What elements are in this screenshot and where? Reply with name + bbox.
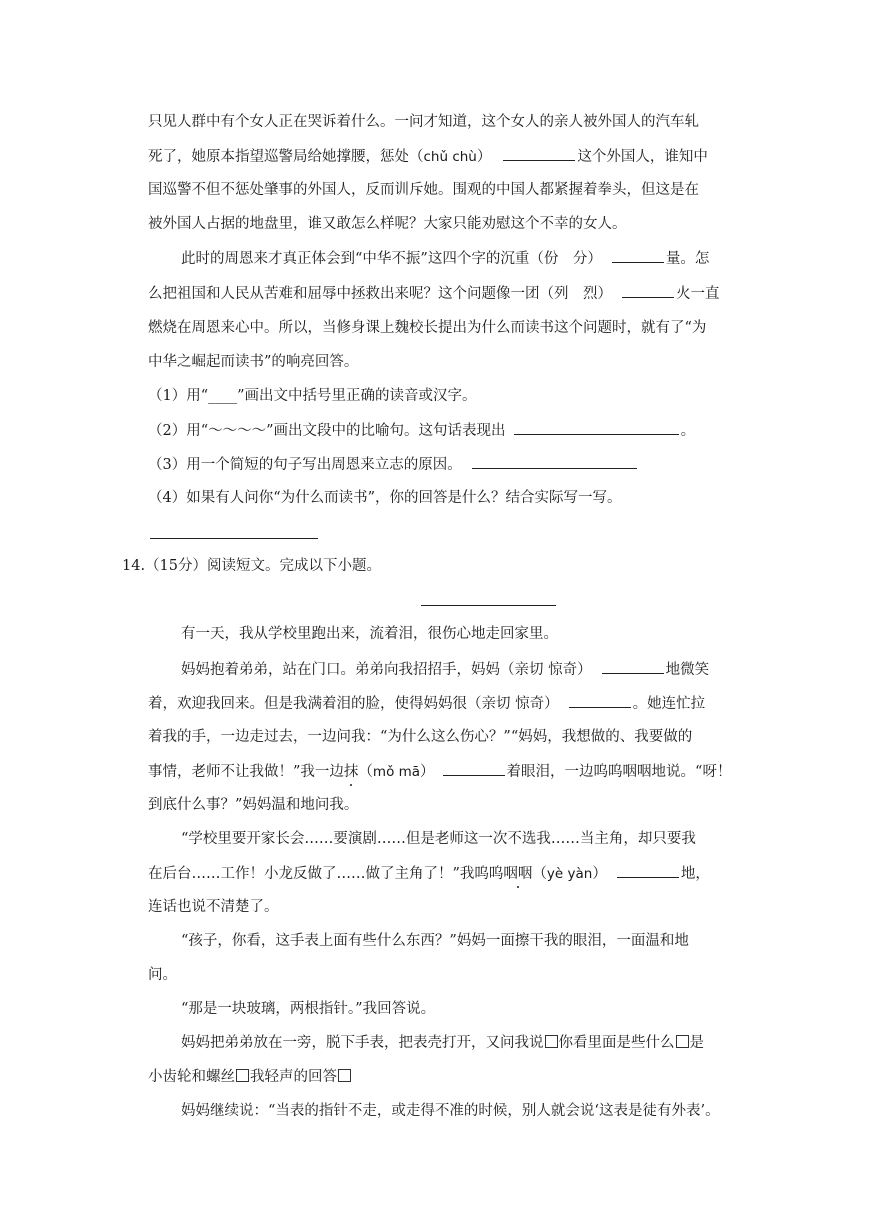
q14-heading: 14.（15分）阅读短文。完成以下小题。: [122, 558, 382, 574]
p1-line-1: 只见人群中有个女人正在哭诉着什么。一问才知道，这个女人的亲人被外国人的汽车轧: [148, 114, 699, 130]
q13-sub-3: （3）用一个简短的句子写出周恩来立志的原因。: [148, 454, 639, 475]
q14-p1: 有一天，我从学校里跑出来，流着泪，很伤心地走回家里。: [181, 626, 558, 642]
pinyin-option: yè yàn: [546, 866, 593, 882]
punctuation-box[interactable]: [338, 1069, 351, 1082]
answer-blank[interactable]: [602, 659, 664, 674]
p1-line-4: 被外国人占据的地盘里，谁又敢怎么样呢？大家只能劝慰这个不幸的女人。: [148, 216, 627, 232]
q14-p4-line-2: 问。: [148, 967, 177, 983]
pinyin-option: mǒ mā: [372, 764, 421, 780]
title-blank[interactable]: [421, 605, 556, 606]
dotted-character: 抹: [343, 764, 359, 780]
p1-line-2: 死了，她原本指望巡警局给她撑腰，惩处（chǔ chù） 这个外国人，谁知中: [148, 146, 708, 167]
q14-p4-line-1: “孩子，你看，这手表上面有些什么东西？”妈妈一面擦干我的眼泪，一面温和地: [181, 933, 689, 949]
answer-blank[interactable]: [503, 146, 575, 161]
p2-line-1: 此时的周恩来才真正体会到“中华不振”这四个字的沉重（份 分） 量。怎: [181, 248, 709, 269]
q14-p2-line-3: 着我的手，一边走过去，一边问我：“为什么这么伤心？”“妈妈，我想做的、我要做的: [148, 729, 693, 745]
q14-p3-line-3: 连话也说不清楚了。: [148, 899, 279, 915]
q13-sub-4: （4）如果有人问你“为什么而读书”，你的回答是什么？结合实际写一写。: [148, 490, 622, 506]
q14-p2-line-5: 到底什么事？”妈妈温和地问我。: [148, 797, 359, 813]
answer-line[interactable]: [150, 538, 318, 539]
q14-p2-line-2: 着，欢迎我回来。但是我满着泪的脸，使得妈妈很（亲切 惊奇） 。她连忙拉: [148, 693, 705, 714]
answer-blank[interactable]: [569, 693, 631, 708]
q13-sub-2: （2）用“～～～～”画出文段中的比喻句。这句话表现出 。: [148, 420, 695, 441]
answer-blank[interactable]: [472, 454, 637, 469]
pinyin-option: chǔ chù: [423, 149, 477, 165]
q14-p2-line-1: 妈妈抱着弟弟，站在门口。弟弟向我招招手，妈妈（亲切 惊奇） 地微笑: [181, 659, 709, 680]
punctuation-box[interactable]: [676, 1035, 689, 1048]
q14-p3-line-1: “学校里要开家长会……要演剧……但是老师这一次不选我……当主角，却只要我: [181, 831, 696, 847]
dotted-character: 咽咽: [503, 866, 533, 882]
p2-line-2: 么把祖国和人民从苦难和屈辱中拯救出来呢？这个问题像一团（列 烈） 火一直: [148, 283, 720, 304]
q14-p6-line-2: 小齿轮和螺丝 我轻声的回答: [148, 1067, 352, 1087]
p1-line-3: 国巡警不但不惩处肇事的外国人，反而训斥她。围观的中国人都紧握着拳头，但这是在: [148, 182, 699, 198]
answer-blank[interactable]: [617, 863, 679, 878]
punctuation-box[interactable]: [236, 1069, 249, 1082]
punctuation-box[interactable]: [545, 1035, 558, 1048]
q14-p6-line-1: 妈妈把弟弟放在一旁，脱下手表，把表壳打开，又问我说 你看里面是些什么 是: [181, 1035, 704, 1051]
answer-blank[interactable]: [622, 283, 674, 298]
q14-p3-line-2: 在后台……工作！小龙反做了……做了主角了！”我呜呜咽咽（yè yàn） 地，: [148, 863, 710, 884]
answer-blank[interactable]: [514, 420, 679, 435]
p2-line-3: 燃烧在周恩来心中。所以，当修身课上魏校长提出为什么而读书这个问题时，就有了“为: [148, 320, 707, 336]
p2-line-4: 中华之崛起而读书”的响亮回答。: [148, 354, 359, 370]
q14-p2-line-4: 事情，老师不让我做！”我一边抹（mǒ mā） 着眼泪，一边呜呜咽咽地说。“呀！: [148, 761, 731, 782]
answer-blank[interactable]: [443, 761, 505, 776]
q14-p7: 妈妈继续说：“当表的指针不走，或走得不准的时候，别人就会说‘这表是徒有外表’。: [181, 1103, 720, 1119]
q13-sub-1: （1）用“____”画出文中括号里正确的读音或汉字。: [148, 388, 477, 404]
q14-p5: “那是一块玻璃，两根指针。”我回答说。: [181, 1001, 436, 1017]
answer-blank[interactable]: [612, 248, 664, 263]
